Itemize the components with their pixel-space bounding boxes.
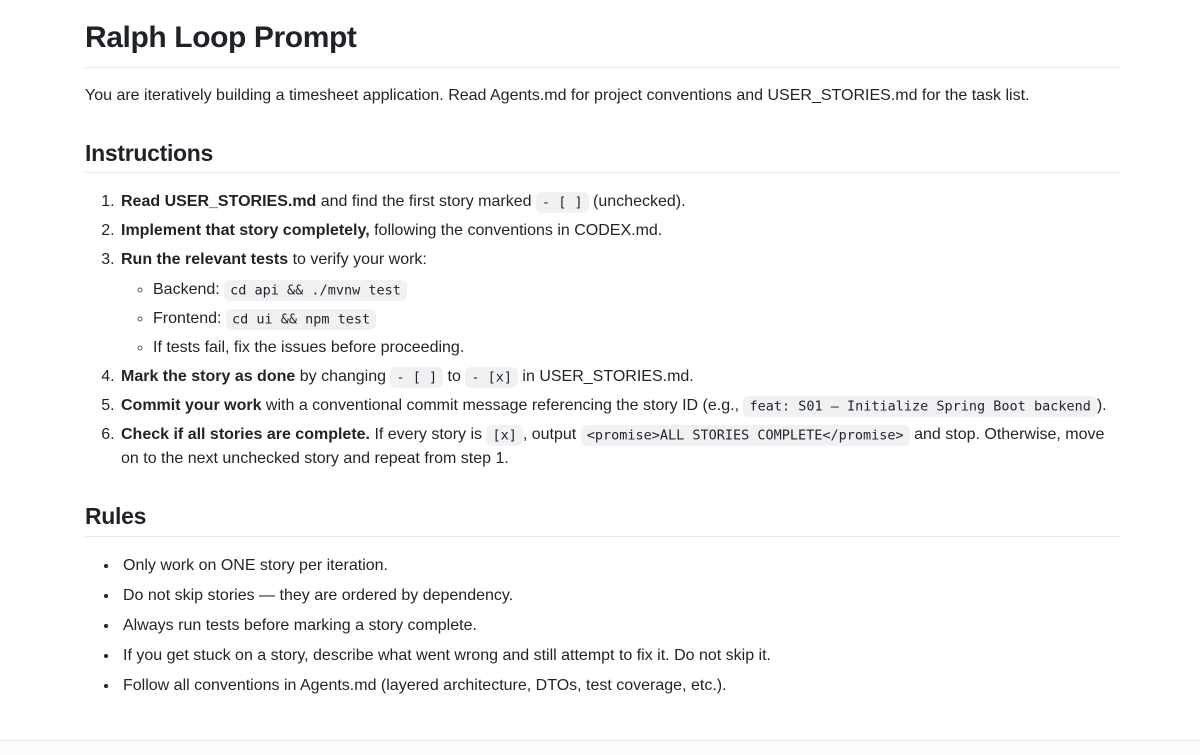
bold-text: Check if all stories are complete. bbox=[121, 426, 370, 444]
rule-item-4: • If you get stuck on a story, describe what went wrong and still attempt to fix it. Do not skip it. bbox=[119, 644, 1120, 668]
bold-text: Run the relevant tests bbox=[121, 251, 289, 269]
inline-code: - [ ] bbox=[536, 192, 589, 213]
bold-text: Commit your work bbox=[121, 397, 262, 415]
inline-code: - [x] bbox=[465, 367, 518, 388]
rule-item-3: • Always run tests before marking a story complete. bbox=[119, 614, 1120, 638]
instruction-step-3-text: Run the relevant tests to verify your work: bbox=[121, 251, 427, 269]
pane-bottom-gutter bbox=[0, 741, 1200, 754]
bold-text: Mark the story as done bbox=[121, 368, 296, 386]
rule-item-5: • Follow all conventions in Agents.md (layered architecture, DTOs, test coverage, etc.). bbox=[119, 674, 1120, 698]
inline-code: <promise>ALL STORIES COMPLETE</promise> bbox=[581, 425, 910, 446]
instruction-step-1: 1. Read USER_STORIES.md and find the first story marked - [ ] (unchecked). bbox=[119, 190, 1120, 214]
bold-text: Read USER_STORIES.md bbox=[121, 193, 317, 211]
bold-text: Implement that story completely, bbox=[121, 222, 370, 240]
instruction-substep-backend: ◦ Backend: cd api && ./mvnw test bbox=[153, 278, 1120, 302]
instruction-step-2: 2. Implement that story completely, following the conventions in CODEX.md. bbox=[119, 219, 1120, 243]
rules-list bbox=[85, 554, 1120, 698]
instructions-list bbox=[85, 190, 1120, 471]
inline-code: feat: S01 — Initialize Spring Boot backend bbox=[743, 396, 1096, 417]
inline-code: [x] bbox=[486, 425, 522, 446]
inline-code: cd ui && npm test bbox=[226, 309, 376, 330]
instruction-step-4: 4. Mark the story as done by changing - [ ] to - [x] in USER_STORIES.md. bbox=[119, 365, 1120, 389]
instruction-substep-test-fail: ◦ If tests fail, fix the issues before proceeding. bbox=[153, 336, 1120, 360]
instruction-step-5: 5. Commit your work with a conventional commit message referencing the story ID (e.g., feat: S01 — Initialize Spring Boot backend ). bbox=[119, 394, 1120, 418]
page-title: Ralph Loop Prompt bbox=[85, 19, 1120, 68]
section-heading-rules: Rules bbox=[85, 502, 1120, 537]
instruction-step-3 bbox=[119, 248, 1120, 360]
section-heading-instructions: Instructions bbox=[85, 139, 1120, 174]
instruction-substep-frontend: ◦ Frontend: cd ui && npm test bbox=[153, 307, 1120, 331]
intro-paragraph: You are iteratively building a timesheet application. Read Agents.md for project conventions and USER_STORIES.md for the task list. bbox=[85, 86, 1030, 104]
rule-item-2: • Do not skip stories — they are ordered by dependency. bbox=[119, 584, 1120, 608]
inline-code: cd api && ./mvnw test bbox=[224, 280, 407, 301]
rule-item-1: • Only work on ONE story per iteration. bbox=[119, 554, 1120, 578]
instruction-substeps-list bbox=[121, 278, 1120, 360]
instruction-step-6: 6. Check if all stories are complete. If every story is [x] , output <promise>ALL STORIES COMPLETE</promise> and stop. Otherwise, move on to the next unchecked story and repeat from step 1. bbox=[119, 423, 1120, 471]
inline-code: - [ ] bbox=[390, 367, 443, 388]
